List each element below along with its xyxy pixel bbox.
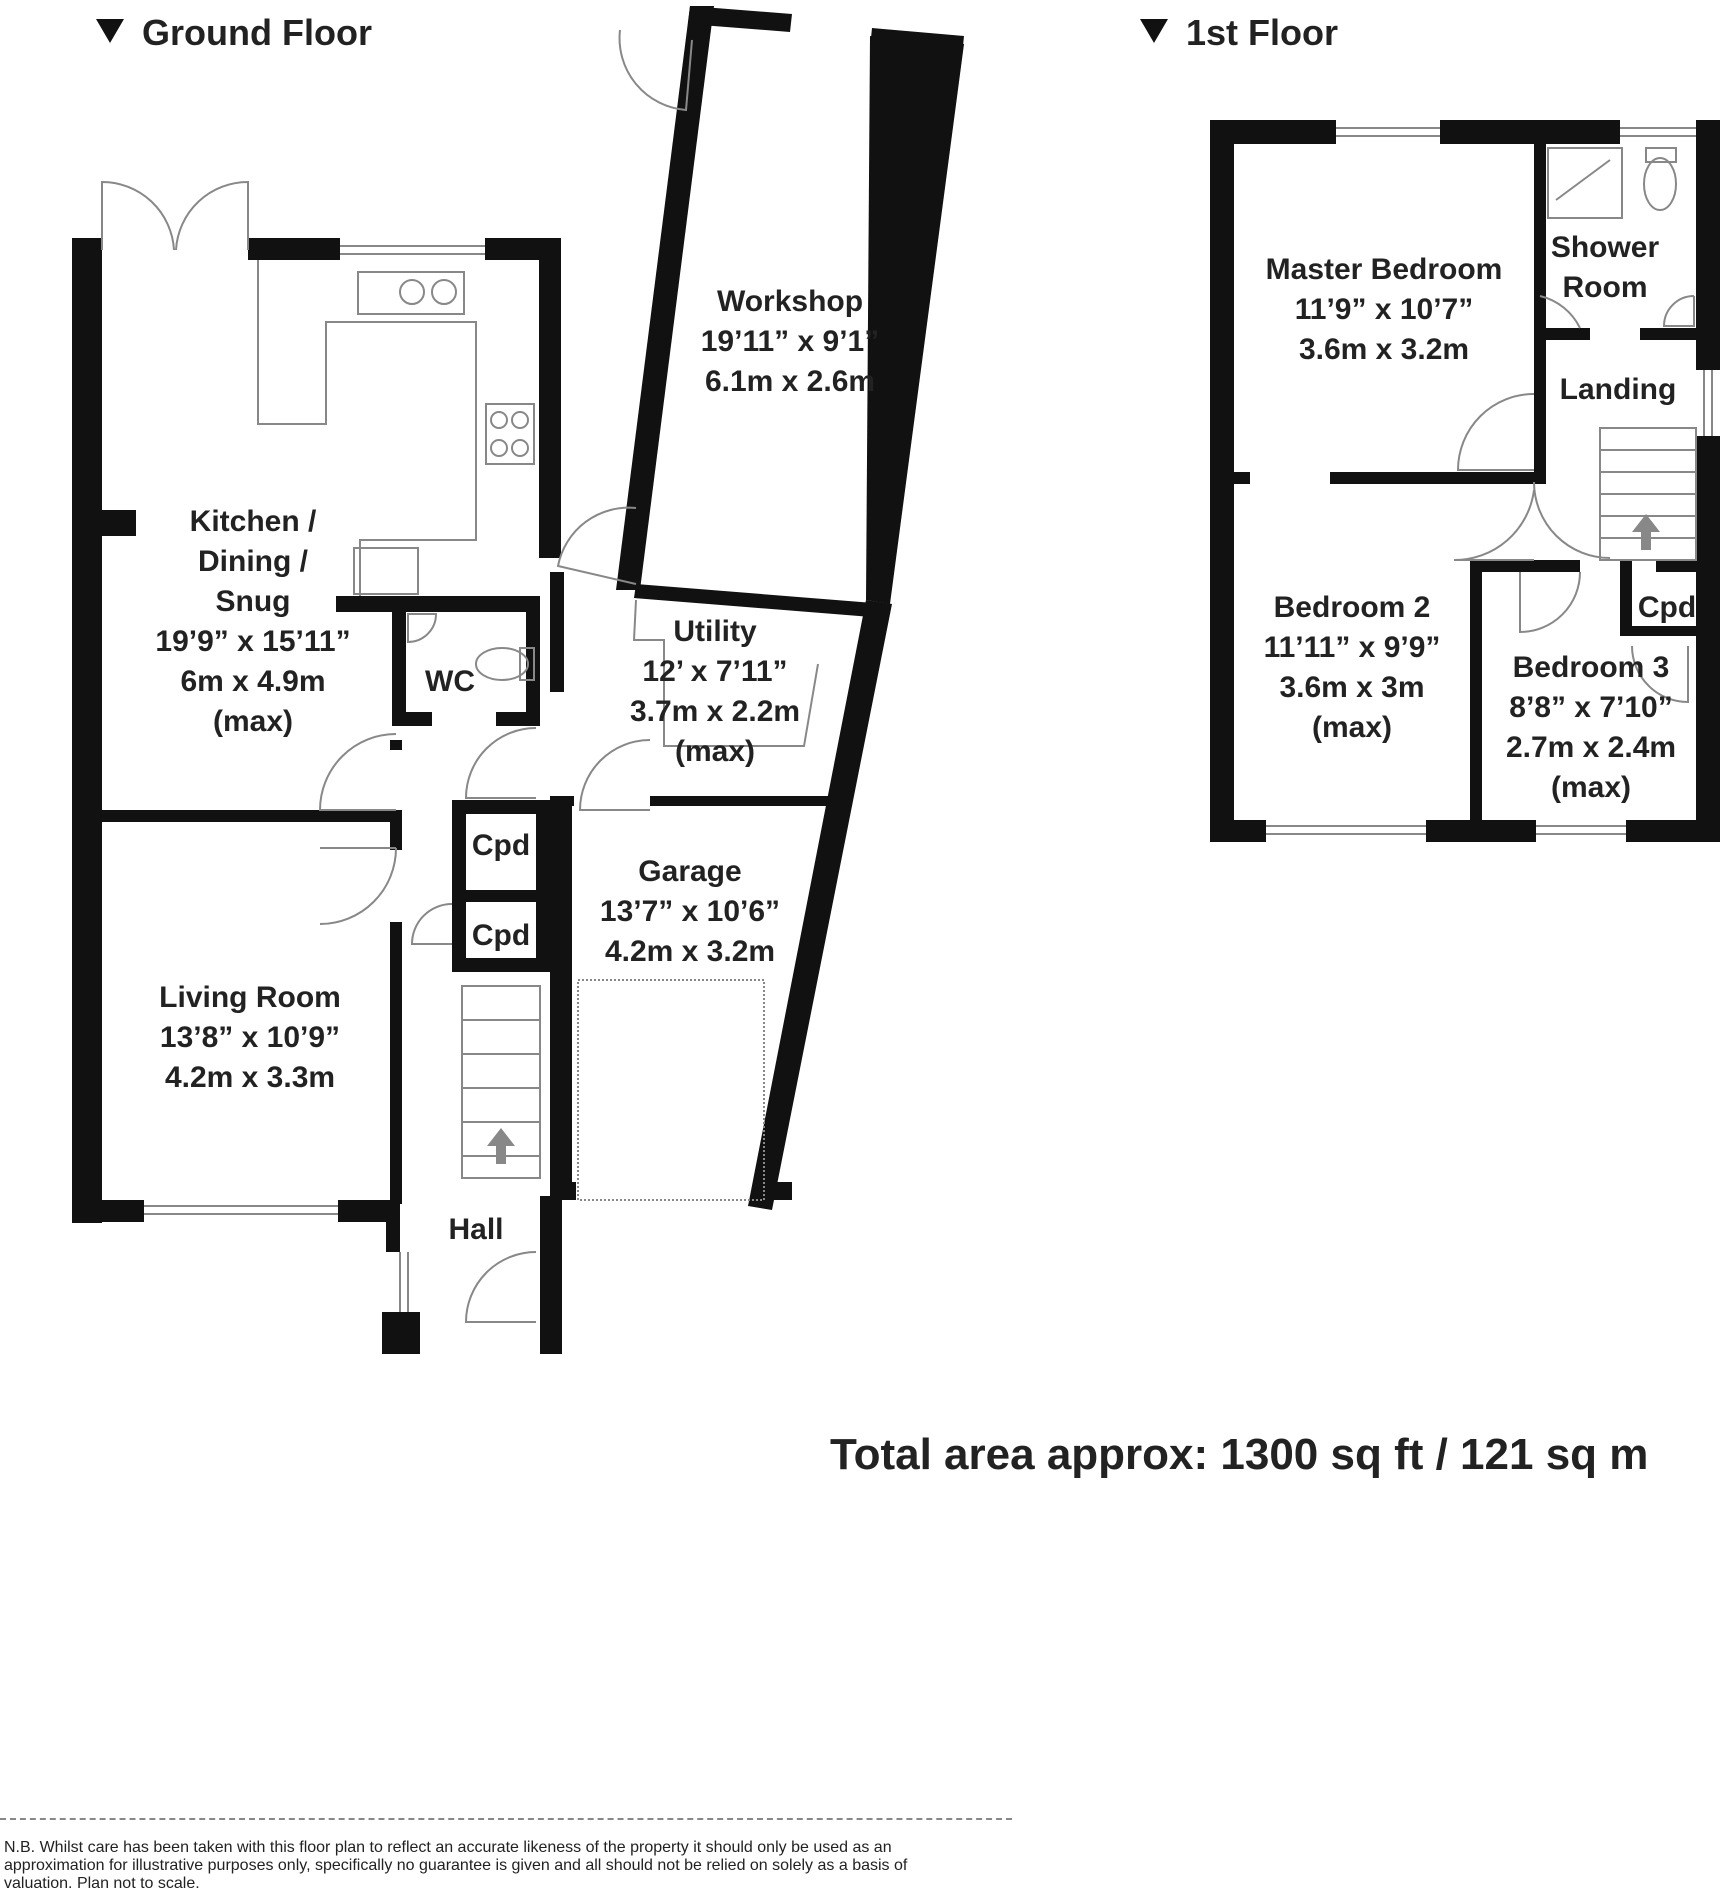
wall [550, 798, 572, 1200]
wall [382, 1312, 420, 1354]
first-floor-title: 1st Floor [1186, 12, 1339, 53]
room-label-bedroom-2: Bedroom 2 11’11” x 9’9” 3.6m x 3m (max) [1263, 591, 1441, 744]
room-label-cpd: Cpd [1637, 591, 1697, 624]
sink [400, 280, 424, 304]
wall [550, 572, 564, 692]
wall [1470, 560, 1580, 572]
room-label-master-bedroom: Master Bedroom 11’9” x 10’7” 3.6m x 3.2m [1265, 253, 1503, 366]
wall [392, 604, 406, 722]
wall [72, 238, 102, 1223]
disclaimer-note: N.B. Whilst care has been taken with this floor plan to reflect an accurate likeness of the property it should only be used as an approximation for illustrative purposes only, specifically no guarantee is given and all should not be relied on solely as a basis of valuation. Plan not to scale. [4, 1839, 908, 1892]
wall [452, 890, 540, 902]
stair-arrow-icon [1632, 514, 1660, 550]
wall [96, 510, 136, 536]
room-label-cpd: Cpd [471, 919, 531, 952]
door [412, 904, 452, 944]
hob [486, 404, 534, 464]
room-label-bedroom-3: Bedroom 3 8’8” x 7’10” 2.7m x 2.4m (max) [1505, 651, 1677, 804]
wall [1640, 328, 1720, 340]
room-label-cpd: Cpd [471, 829, 531, 862]
hob [512, 412, 528, 428]
room-label-hall: Hall [448, 1213, 504, 1246]
divider [0, 1818, 1012, 1820]
wall [1656, 560, 1720, 572]
room-label-workshop: Workshop 19’11” x 9’1” 6.1m x 2.6m [700, 285, 880, 398]
wall [390, 922, 402, 1204]
basin [408, 614, 436, 642]
room-label-wc: WC [425, 665, 475, 698]
room-label-garage: Garage 13’7” x 10’6” 4.2m x 3.2m [599, 855, 781, 968]
wall [496, 712, 540, 726]
wall [1210, 472, 1250, 484]
french-door [176, 182, 248, 250]
wall [1470, 560, 1482, 842]
ground-floor-title: Ground Floor [142, 12, 372, 53]
stair-arrow-icon [487, 1128, 515, 1164]
sink [432, 280, 456, 304]
wall [1440, 120, 1620, 144]
wall [540, 1196, 562, 1354]
wall [72, 1200, 144, 1222]
wall [248, 238, 340, 260]
garage-door [578, 980, 764, 1200]
toilet [1644, 158, 1676, 210]
wall [650, 796, 850, 806]
wall [1210, 120, 1336, 144]
sink [358, 272, 464, 314]
door [1520, 572, 1580, 632]
wall [539, 238, 561, 558]
wall [386, 1200, 400, 1252]
wall [550, 796, 574, 806]
wall [1210, 820, 1266, 842]
door [466, 728, 536, 798]
wall [1534, 140, 1546, 484]
room-label-shower-room: Shower Room [1550, 231, 1660, 304]
door [320, 734, 396, 810]
door [1534, 482, 1610, 558]
wall [390, 812, 402, 850]
hob [491, 412, 507, 428]
shower-tray [1548, 148, 1622, 218]
wall [536, 800, 550, 972]
french-door [102, 182, 174, 250]
door [1458, 394, 1534, 470]
total-area: Total area approx: 1300 sq ft / 121 sq m [830, 1430, 1649, 1479]
room-label-kitchen: Kitchen / Dining / Snug 19’9” x 15’11” 6m x 4.9m (max) [155, 505, 351, 738]
toilet [1646, 148, 1676, 162]
wall [1546, 328, 1590, 340]
wall [452, 800, 466, 904]
wall [1330, 472, 1546, 484]
wall [550, 1182, 576, 1200]
wall [72, 810, 402, 822]
hob [512, 440, 528, 456]
hob [491, 440, 507, 456]
wall [452, 958, 540, 972]
wall [392, 712, 432, 726]
wall [72, 238, 102, 260]
wall [1626, 820, 1720, 842]
wall [390, 740, 402, 750]
door [320, 848, 396, 924]
room-label-landing: Landing [1559, 373, 1677, 406]
room-label-utility: Utility 12’ x 7’11” 3.7m x 2.2m (max) [629, 615, 801, 768]
wall [1696, 436, 1720, 842]
door [466, 1252, 536, 1322]
door [1454, 490, 1534, 560]
room-label-living: Living Room 13’8” x 10’9” 4.2m x 3.3m [159, 981, 341, 1094]
